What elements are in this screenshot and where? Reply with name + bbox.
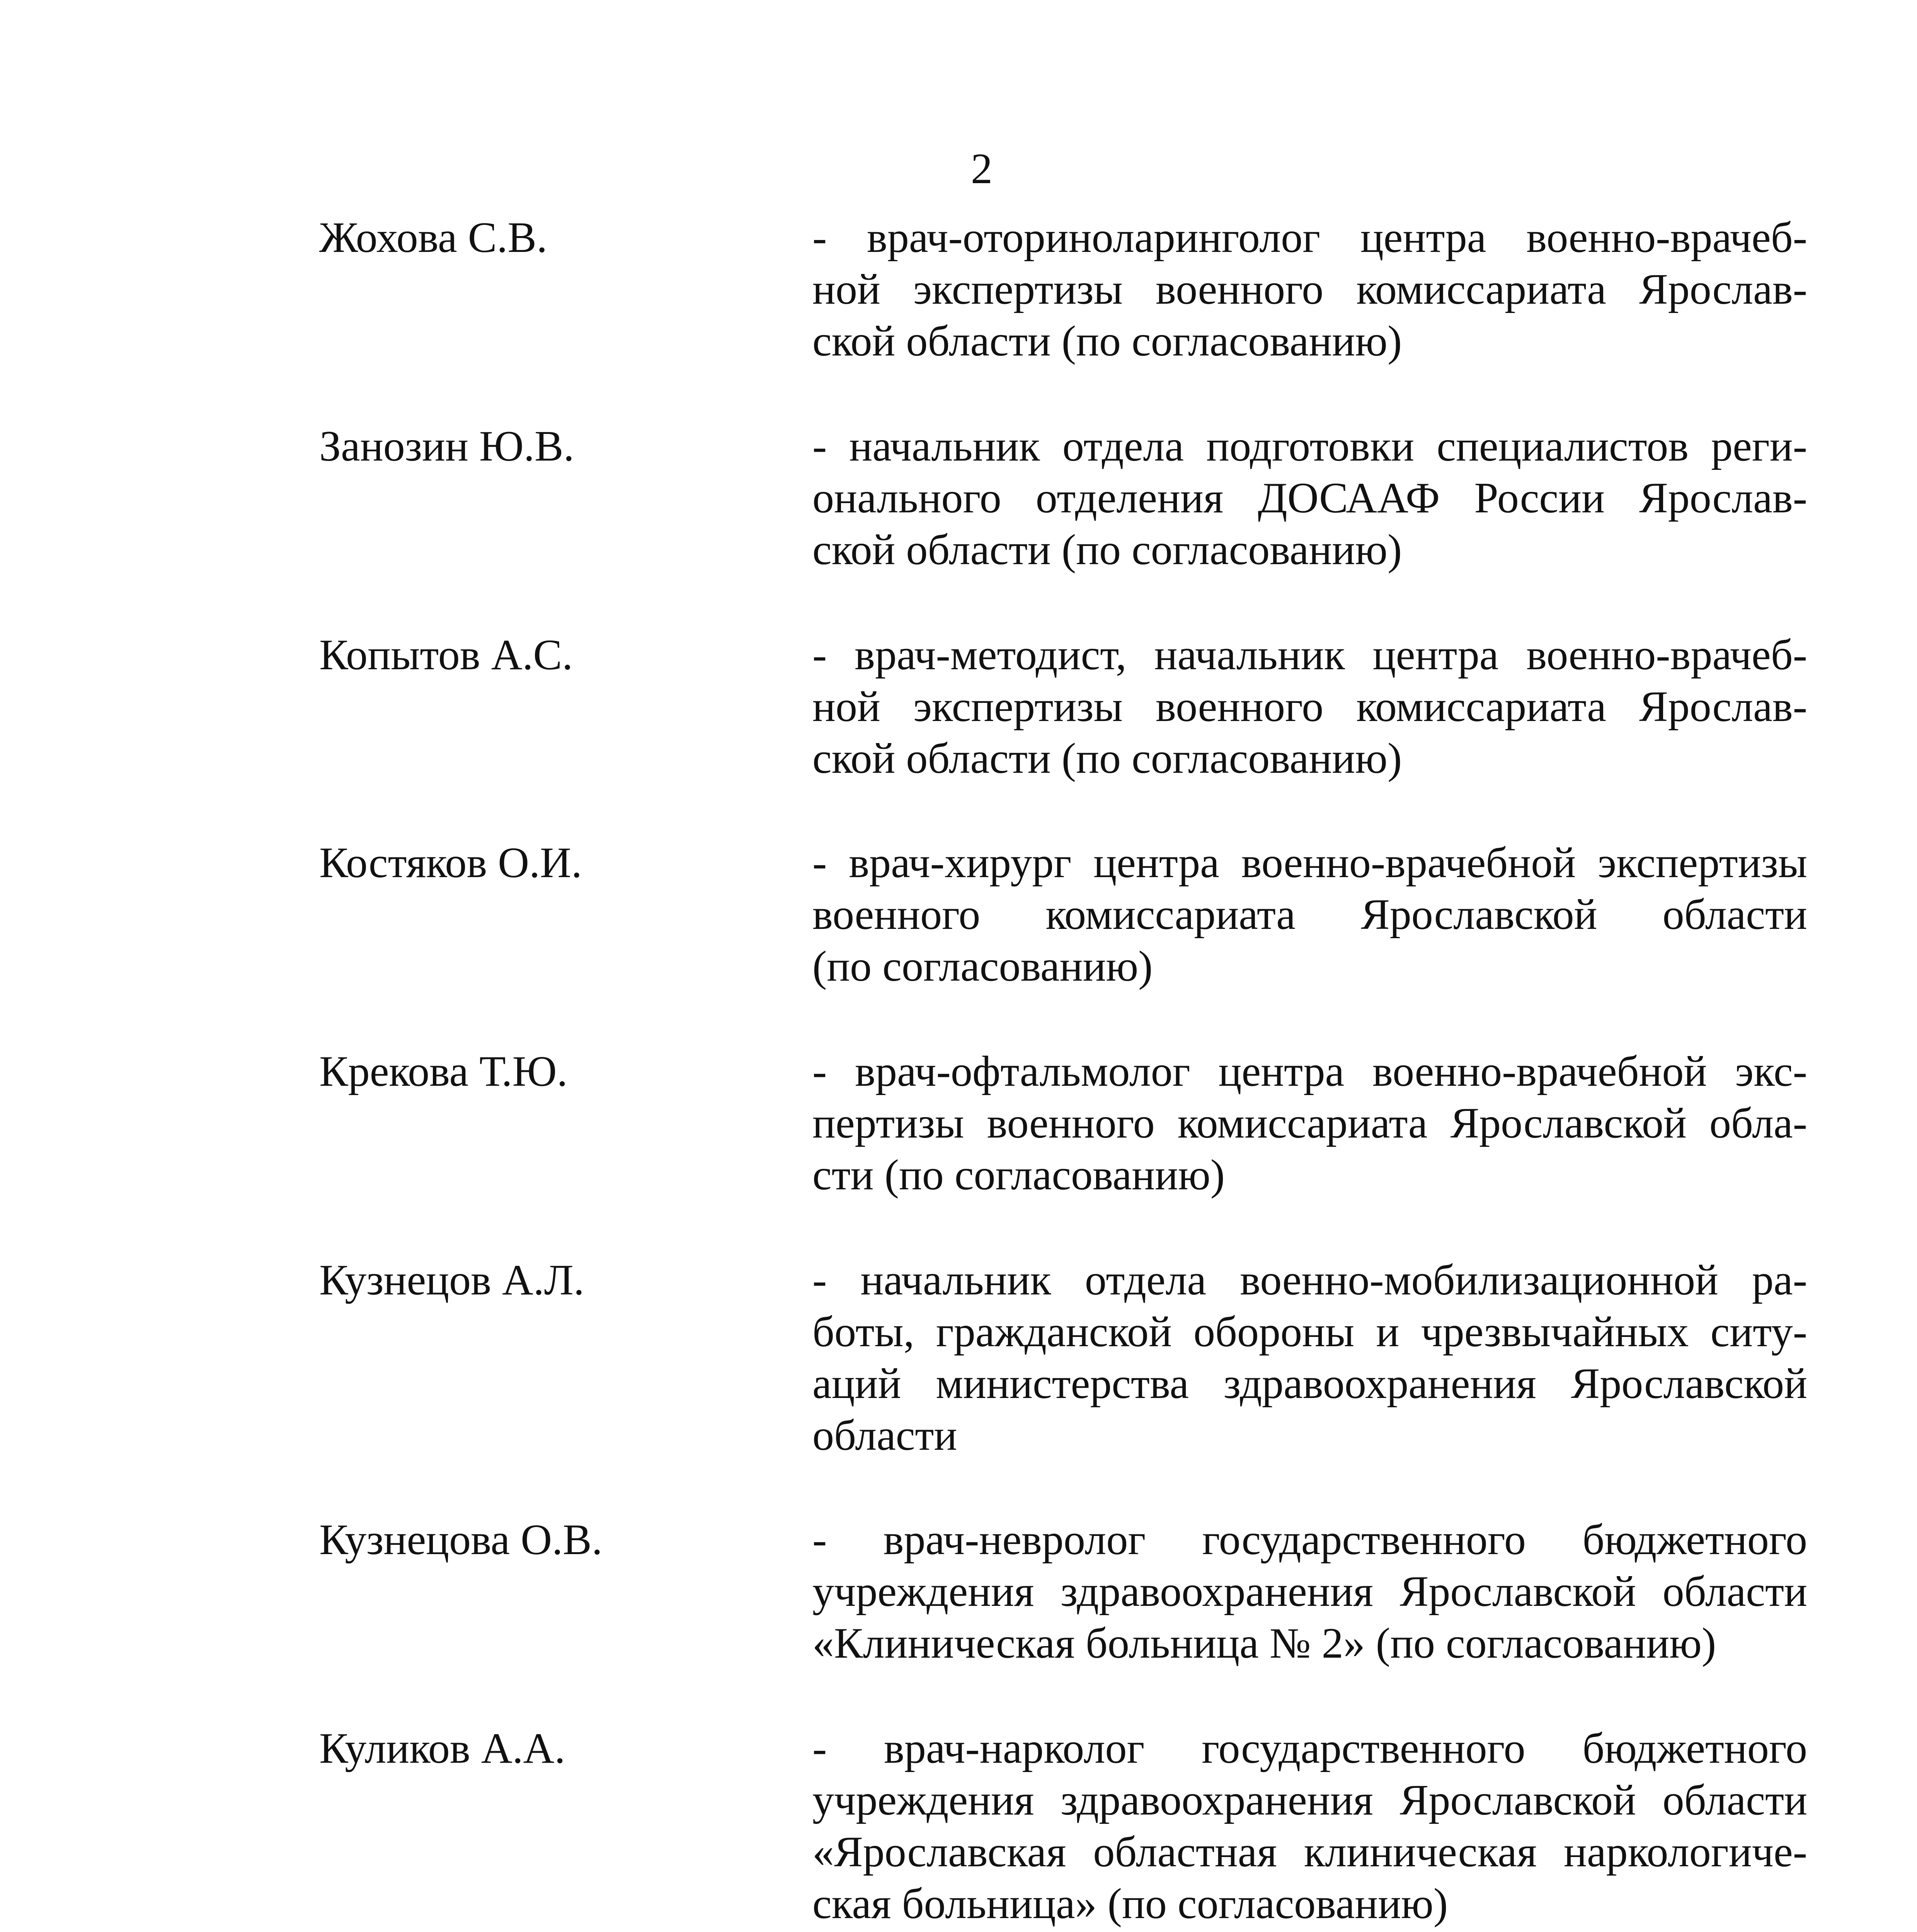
member-position	[812, 1254, 1807, 1461]
position-line: ной экспертизы военного комиссариата Ярослав-	[812, 265, 1807, 313]
position-line: - врач-хирург центра военно-врачебной экспертизы	[812, 839, 1807, 887]
member-name: Жохова С.В.	[319, 214, 548, 262]
member-name: Костяков О.И.	[319, 839, 582, 887]
position-line: аций министерства здравоохранения Ярославской	[812, 1360, 1807, 1408]
position-line: ская больница» (по согласованию)	[812, 1880, 1448, 1928]
position-line: ской области (по согласованию)	[812, 317, 1402, 365]
position-line: пертизы военного комиссариата Ярославской обла-	[812, 1099, 1807, 1147]
member-name: Кузнецова О.В.	[319, 1516, 603, 1564]
position-line: учреждения здравоохранения Ярославской области	[812, 1776, 1807, 1824]
member-position	[812, 420, 1807, 576]
member-position	[812, 837, 1807, 992]
position-line: сти (по согласованию)	[812, 1151, 1225, 1199]
position-line: онального отделения ДОСААФ России Ярослав-	[812, 474, 1807, 522]
position-line: - врач-офтальмолог центра военно-врачебной экс-	[812, 1048, 1807, 1095]
position-line: - врач-нарколог государственного бюджетного	[812, 1725, 1807, 1772]
position-line: - врач-методист, начальник центра военно-врачеб-	[812, 631, 1807, 679]
member-position	[812, 1046, 1807, 1201]
member-name: Кузнецов А.Л.	[319, 1256, 584, 1304]
position-line: «Ярославская областная клиническая наркологиче-	[812, 1828, 1807, 1876]
page-number: 2	[971, 145, 993, 193]
position-line: (по согласованию)	[812, 942, 1153, 990]
member-position	[812, 1723, 1807, 1930]
position-line: военного комиссариата Ярославской области	[812, 891, 1807, 939]
position-line: ской области (по согласованию)	[812, 526, 1402, 574]
position-line: - врач-невролог государственного бюджетного	[812, 1516, 1807, 1564]
position-line: ной экспертизы военного комиссариата Ярослав-	[812, 683, 1807, 731]
member-name: Крекова Т.Ю.	[319, 1048, 568, 1095]
position-line: «Клиническая больница № 2» (по согласованию)	[812, 1619, 1716, 1667]
position-line: учреждения здравоохранения Ярославской области	[812, 1568, 1807, 1616]
position-line: - начальник отдела подготовки специалистов реги-	[812, 422, 1807, 470]
position-line: - начальник отдела военно-мобилизационной ра-	[812, 1256, 1807, 1304]
position-line: - врач-оториноларинголог центра военно-врачеб-	[812, 214, 1807, 262]
member-position	[812, 212, 1807, 367]
member-name: Занозин Ю.В.	[319, 422, 574, 470]
position-line: ской области (по согласованию)	[812, 735, 1402, 782]
member-name: Копытов А.С.	[319, 631, 573, 679]
member-position	[812, 1514, 1807, 1669]
member-name: Куликов А.А.	[319, 1725, 565, 1772]
position-line: области	[812, 1412, 957, 1459]
position-line: боты, гражданской обороны и чрезвычайных ситу-	[812, 1308, 1807, 1356]
member-position	[812, 629, 1807, 784]
